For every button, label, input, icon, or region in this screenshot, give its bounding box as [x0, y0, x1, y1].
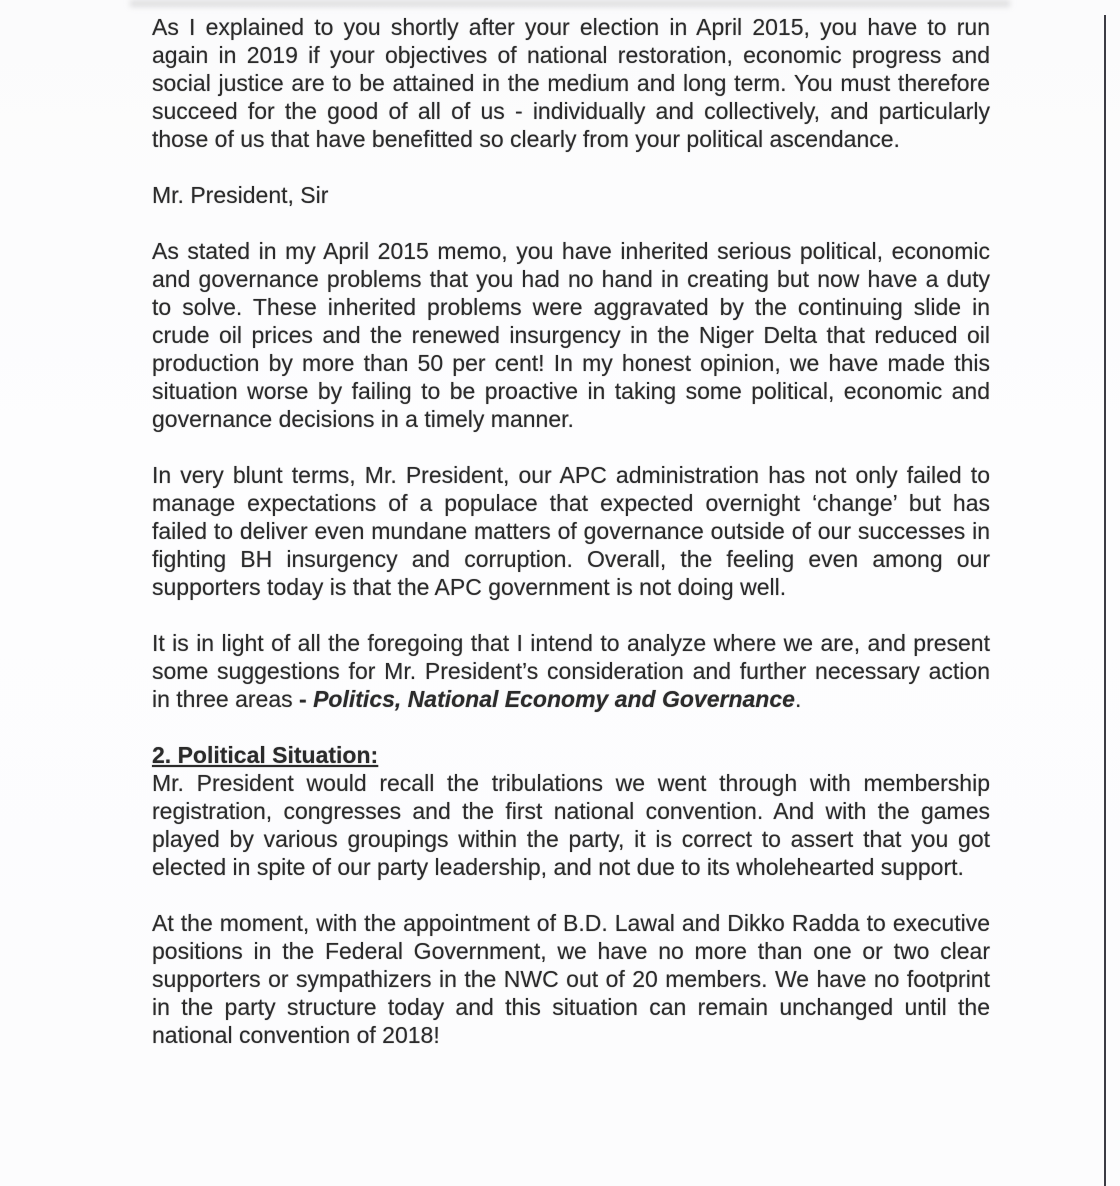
- three-areas-emphasis-text: Politics, National Economy and Governance: [313, 686, 795, 712]
- three-areas-period: .: [794, 686, 802, 712]
- three-areas-intro-text: It is in light of all the foregoing that I intend to analyze where we are, and present some suggestions for Mr. President’s consideration and further necessary action in three areas: [152, 630, 990, 712]
- section-heading-political-situation: 2. Political Situation:: [152, 742, 379, 768]
- three-areas-dash: -: [299, 686, 314, 712]
- memo-body: [152, 13, 990, 1049]
- paragraph-blunt-terms: In very blunt terms, Mr. President, our APC administration has not only failed to manage expectations of a populace that expected overnight ‘change’ but has failed to deliver even mundane matters of governance outside of our successes in fighting BH insurgency and corruption. Overall, the feeling even among our supporters today is that the APC government is not doing well.: [152, 462, 990, 600]
- paragraph-election-2019: As I explained to you shortly after your election in April 2015, you have to run again in 2019 if your objectives of national restoration, economic progress and social justice are to be attained in the medium and long term. You must therefore succeed for the good of all of us - individually and collectively, and particularly those of us that have benefitted so clearly from your political ascendance.: [152, 14, 990, 152]
- paragraph-party-tribulations: Mr. President would recall the tribulations we went through with membership registration, congresses and the first national convention. And with the games played by various groupings within the party, it is correct to assert that you got elected in spite of our party leadership, and not due to its wholehearted support.: [152, 770, 990, 880]
- salutation-mr-president: Mr. President, Sir: [152, 182, 329, 208]
- paragraph-nwc-support: At the moment, with the appointment of B.D. Lawal and Dikko Radda to executive positions in the Federal Government, we have no more than one or two clear supporters or sympathizers in the NWC out of 20 members. We have no footprint in the party structure today and this situation can remain unchanged until the national convention of 2018!: [152, 910, 990, 1048]
- scan-artifact-top-smudge: [130, 0, 1010, 7]
- paragraph-three-areas: [152, 629, 990, 713]
- paragraph-inherited-problems: As stated in my April 2015 memo, you have inherited serious political, economic and governance problems that you had no hand in creating but now have a duty to solve. These inherited problems were aggravated by the continuing slide in crude oil prices and the renewed insurgency in the Niger Delta that reduced oil production by more than 50 per cent! In my honest opinion, we have made this situation worse by failing to be proactive in taking some political, economic and governance decisions in a timely manner.: [152, 238, 990, 432]
- scan-edge-line: [1104, 15, 1106, 1186]
